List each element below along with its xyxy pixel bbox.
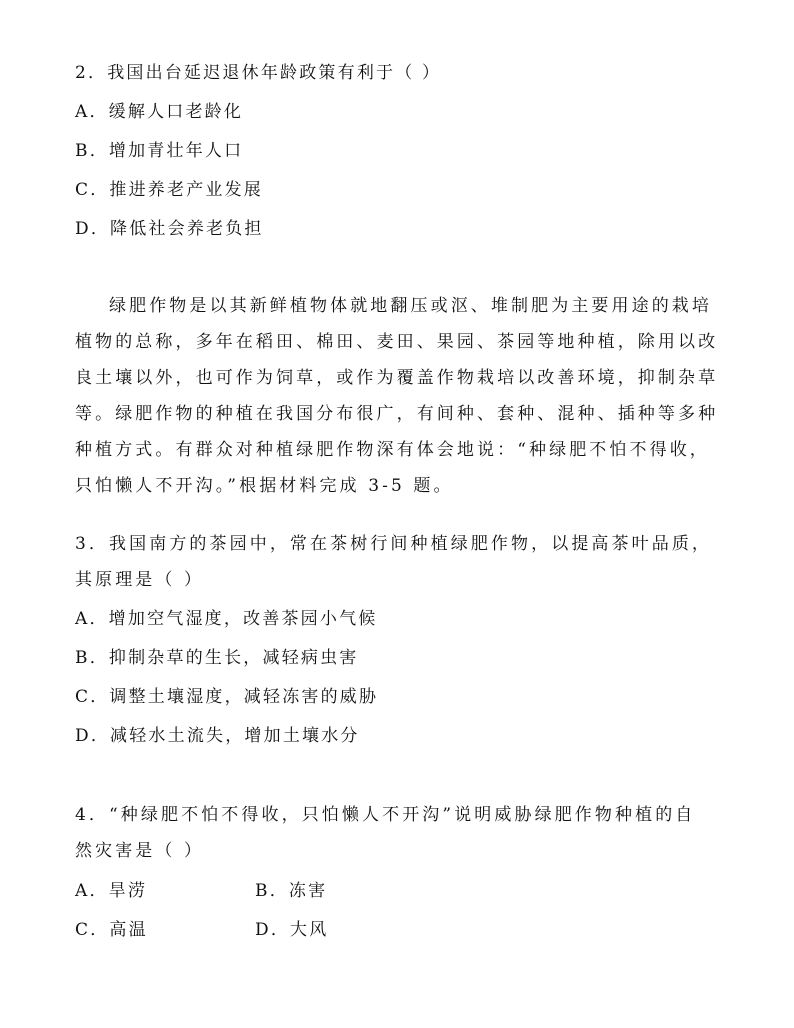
material-line: 等。绿肥作物的种植在我国分布很广，有间种、套种、混种、插种等多种: [75, 404, 719, 424]
q2-option-b: B．增加青壮年人口: [75, 141, 244, 161]
q3-option-c: C．调整土壤湿度，减轻冻害的威胁: [75, 687, 379, 707]
q3-stem-line: 其原理是（ ）: [75, 570, 205, 590]
q4-stem: [75, 797, 725, 869]
q4-stem-line: 4．“种绿肥不怕不得收，只怕懒人不开沟”说明威胁绿肥作物种植的自: [75, 805, 696, 825]
q3-option-a: A．增加空气湿度，改善茶园小气候: [75, 609, 378, 629]
q3-option-b: B．抑制杂草的生长，减轻病虫害: [75, 648, 359, 668]
q2-stem: 2．我国出台延迟退休年龄政策有利于（ ）: [75, 63, 442, 83]
q2-option-d: D．降低社会养老负担: [75, 219, 264, 239]
q3-option-d: D．减轻水土流失，增加土壤水分: [75, 726, 360, 746]
material-line: 良土壤以外，也可作为饲草，或作为覆盖作物栽培以改善环境，抑制杂草: [75, 368, 719, 388]
material-line: 绿肥作物是以其新鲜植物体就地翻压或沤、堆制肥为主要用途的栽培: [109, 296, 712, 316]
q4-option-c: C．高温: [75, 920, 148, 940]
q2-option-a: A．缓解人口老龄化: [75, 102, 244, 122]
q3-stem: [75, 526, 725, 598]
q4-stem-line: 然灾害是（ ）: [75, 841, 205, 861]
q3-stem-line: 3．我国南方的茶园中，常在茶树行间种植绿肥作物，以提高茶叶品质，: [75, 534, 713, 554]
material-line: 植物的总称，多年在稻田、棉田、麦田、果园、茶园等地种植，除用以改: [75, 332, 719, 352]
material-paragraph: [75, 288, 725, 504]
material-line: 只怕懒人不开沟。”根据材料完成 3-5 题。: [75, 476, 454, 496]
material-line: 种植方式。有群众对种植绿肥作物深有体会地说：“种绿肥不怕不得收，: [75, 440, 710, 460]
q4-option-b: B．冻害: [255, 881, 328, 901]
q4-option-a: A．旱涝: [75, 881, 148, 901]
q2-option-c: C．推进养老产业发展: [75, 180, 264, 200]
q4-option-d: D．大风: [255, 920, 329, 940]
